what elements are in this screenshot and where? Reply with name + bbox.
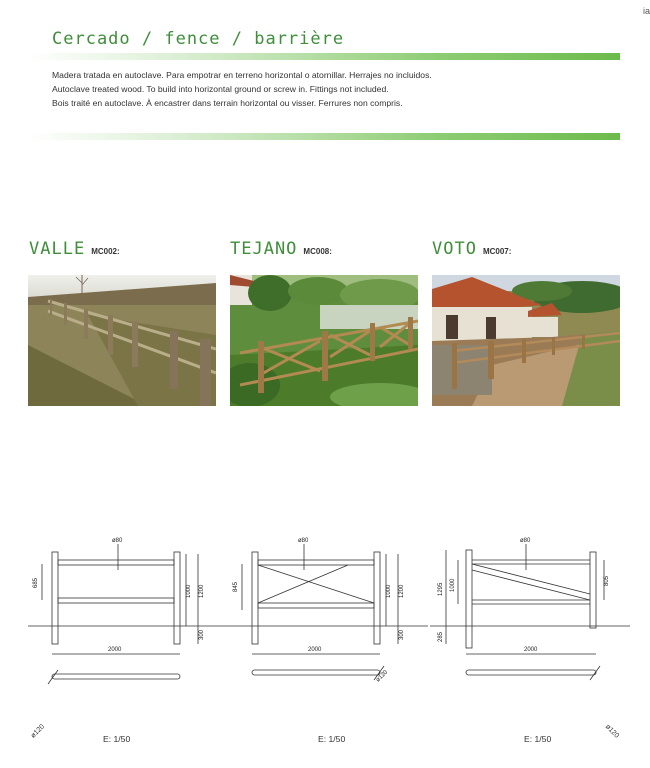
header-divider bbox=[28, 53, 620, 60]
drawing-tejano bbox=[228, 530, 428, 700]
description-en: Autoclave treated wood. To build into horizontal ground or screw in. Fittings not included. bbox=[52, 84, 389, 94]
description-es: Madera tratada en autoclave. Para empotrar en terreno horizontal o atornillar. Herrajes no incluidos. bbox=[52, 70, 432, 80]
dim-ground: 300 bbox=[199, 629, 205, 640]
dim-rail-diam-left: ø120 bbox=[29, 723, 47, 740]
drawing-valle bbox=[28, 530, 228, 700]
dim-rail-diam: ø120 bbox=[375, 669, 390, 684]
description-fr: Bois traité en autoclave. À encastrer dans terrain horizontal ou visser. Ferrures non compris. bbox=[52, 98, 403, 108]
description-block bbox=[52, 68, 612, 110]
dim-width: 2000 bbox=[108, 647, 122, 653]
dim-total: 1200 bbox=[399, 584, 405, 598]
dim-post-diam: ø80 bbox=[520, 538, 531, 544]
model-name: TEJANO bbox=[230, 239, 298, 259]
page-title: Cercado / fence / barrière bbox=[52, 29, 345, 49]
dim-width: 2000 bbox=[524, 647, 538, 653]
dim-left: 845 bbox=[233, 581, 239, 592]
dim-mid: 1000 bbox=[186, 584, 192, 598]
dim-width: 2000 bbox=[308, 647, 322, 653]
model-code: MC008: bbox=[303, 247, 332, 256]
drawing-voto bbox=[430, 530, 630, 700]
dim-rail-diam-right: ø120 bbox=[603, 723, 621, 740]
dim-mid: 1000 bbox=[450, 578, 456, 592]
dim-right: 805 bbox=[604, 575, 610, 586]
scale-voto: E: 1/50 bbox=[524, 734, 552, 744]
dim-total: 1200 bbox=[199, 584, 205, 598]
dim-total: 1295 bbox=[438, 582, 444, 596]
scale-tejano: E: 1/50 bbox=[318, 734, 346, 744]
corner-mark: ia bbox=[643, 6, 650, 16]
dim-ground: 300 bbox=[399, 629, 405, 640]
dim-post-diam: ø80 bbox=[298, 538, 309, 544]
model-name: VOTO bbox=[432, 239, 477, 259]
dim-ground: 285 bbox=[438, 631, 444, 642]
dim-mid: 1000 bbox=[386, 584, 392, 598]
dim-upper: 685 bbox=[33, 577, 39, 588]
model-heading-voto bbox=[432, 239, 511, 259]
photo-voto bbox=[432, 275, 620, 406]
model-heading-tejano bbox=[230, 239, 332, 259]
scale-valle: E: 1/50 bbox=[103, 734, 131, 744]
section-divider bbox=[28, 133, 620, 140]
dim-post-diam: ø80 bbox=[112, 538, 123, 544]
model-heading-valle bbox=[29, 239, 120, 259]
photo-valle bbox=[28, 275, 216, 406]
photo-tejano bbox=[230, 275, 418, 406]
model-code: MC007: bbox=[482, 247, 512, 256]
model-code: MC002: bbox=[91, 247, 120, 256]
model-name: VALLE bbox=[29, 239, 86, 259]
